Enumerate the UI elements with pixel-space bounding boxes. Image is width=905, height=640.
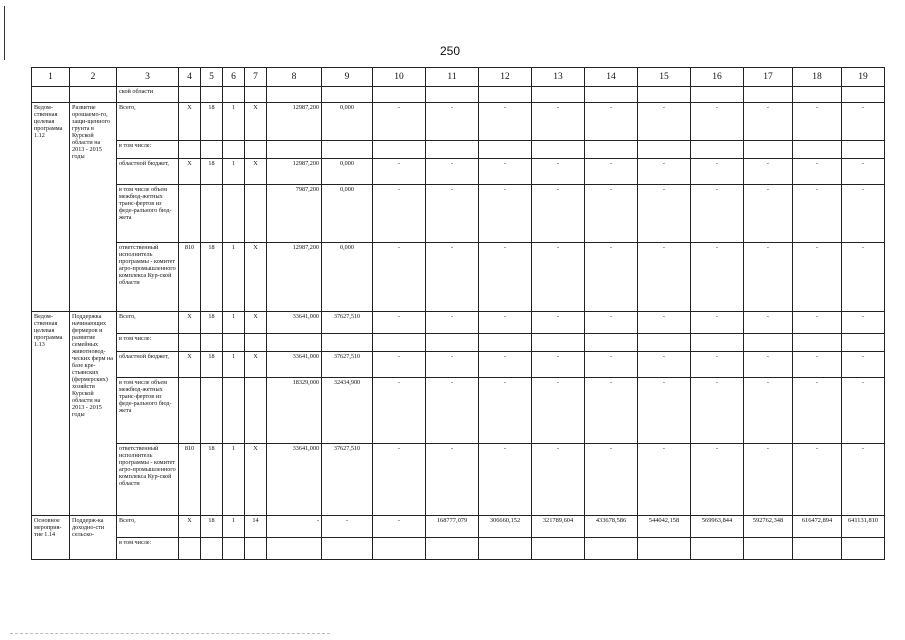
value-cell <box>638 141 691 159</box>
value-cell <box>744 141 793 159</box>
value-cell <box>267 538 322 560</box>
value-cell: - <box>426 185 479 243</box>
code-cell <box>201 141 223 159</box>
value-cell: - <box>691 185 744 243</box>
value-cell <box>532 141 585 159</box>
value-cell: - <box>373 243 426 312</box>
row-label: ской области <box>117 87 179 103</box>
value-cell: - <box>691 103 744 141</box>
code-cell: 18 <box>201 516 223 538</box>
value-cell: 592762,348 <box>744 516 793 538</box>
row-label: в том числе: <box>117 538 179 560</box>
code-cell <box>179 185 201 243</box>
table-cell <box>322 87 373 103</box>
value-cell: - <box>373 378 426 444</box>
value-cell: 37627,510 <box>322 444 373 516</box>
row-label: в том числе: <box>117 141 179 159</box>
value-cell <box>532 334 585 352</box>
value-cell: - <box>532 103 585 141</box>
column-header: 17 <box>744 68 793 87</box>
value-cell: 569963,844 <box>691 516 744 538</box>
row-label: ответственный исполнитель программы - комитет агро-промышленного комплекса Кур-ской области <box>117 243 179 312</box>
code-cell <box>223 141 245 159</box>
column-header: 15 <box>638 68 691 87</box>
value-cell <box>585 538 638 560</box>
value-cell: - <box>842 243 885 312</box>
program-name: Ведом-ственная целевая программа 1.13 <box>32 312 70 516</box>
value-cell: - <box>585 103 638 141</box>
value-cell: 12987,200 <box>267 159 322 185</box>
code-cell <box>223 334 245 352</box>
value-cell: - <box>793 159 842 185</box>
table-cell <box>691 87 744 103</box>
value-cell: - <box>532 159 585 185</box>
code-cell: 18 <box>201 159 223 185</box>
value-cell <box>479 141 532 159</box>
table-cell <box>842 87 885 103</box>
value-cell: - <box>842 185 885 243</box>
code-cell <box>201 538 223 560</box>
code-cell: X <box>179 516 201 538</box>
value-cell <box>744 334 793 352</box>
value-cell: - <box>585 159 638 185</box>
value-cell: - <box>426 243 479 312</box>
value-cell: - <box>267 516 322 538</box>
table-cell <box>223 87 245 103</box>
value-cell: - <box>691 159 744 185</box>
value-cell: - <box>638 312 691 334</box>
code-cell <box>201 334 223 352</box>
column-header: 19 <box>842 68 885 87</box>
table-row <box>32 538 885 560</box>
header-row <box>32 68 885 87</box>
table-cell <box>267 87 322 103</box>
code-cell: 810 <box>179 444 201 516</box>
code-cell <box>245 378 267 444</box>
value-cell: - <box>426 444 479 516</box>
column-header: 18 <box>793 68 842 87</box>
value-cell: 37627,510 <box>322 312 373 334</box>
value-cell <box>426 141 479 159</box>
value-cell: 321789,604 <box>532 516 585 538</box>
code-cell: X <box>245 352 267 378</box>
code-cell: 1 <box>223 103 245 141</box>
value-cell: - <box>585 185 638 243</box>
value-cell <box>691 141 744 159</box>
code-cell <box>201 185 223 243</box>
value-cell <box>532 538 585 560</box>
column-header: 1 <box>32 68 70 87</box>
table-cell <box>426 87 479 103</box>
value-cell: - <box>842 378 885 444</box>
value-cell: - <box>373 312 426 334</box>
code-cell: 1 <box>223 516 245 538</box>
value-cell: - <box>532 185 585 243</box>
column-header: 10 <box>373 68 426 87</box>
code-cell: X <box>245 159 267 185</box>
value-cell <box>744 538 793 560</box>
table-cell <box>532 87 585 103</box>
row-label: в том числе объем межбюд-жетных транс-фертов из феде-рального бюд-жета <box>117 185 179 243</box>
table-row <box>32 312 885 334</box>
value-cell: - <box>744 378 793 444</box>
code-cell <box>245 185 267 243</box>
value-cell: - <box>532 352 585 378</box>
value-cell: 33641,000 <box>267 444 322 516</box>
value-cell: - <box>842 352 885 378</box>
value-cell <box>373 334 426 352</box>
table-cell <box>32 87 70 103</box>
value-cell: 0,000 <box>322 243 373 312</box>
value-cell <box>842 334 885 352</box>
table-cell <box>179 87 201 103</box>
code-cell: X <box>179 159 201 185</box>
code-cell <box>245 334 267 352</box>
value-cell: - <box>691 444 744 516</box>
value-cell: - <box>479 243 532 312</box>
value-cell: - <box>322 516 373 538</box>
value-cell: - <box>585 444 638 516</box>
code-cell <box>179 334 201 352</box>
value-cell <box>373 538 426 560</box>
value-cell: - <box>373 444 426 516</box>
value-cell: 33641,000 <box>267 312 322 334</box>
column-header: 13 <box>532 68 585 87</box>
column-header: 5 <box>201 68 223 87</box>
table-row <box>32 87 885 103</box>
value-cell: - <box>744 185 793 243</box>
value-cell: - <box>479 378 532 444</box>
value-cell <box>426 334 479 352</box>
value-cell: - <box>638 444 691 516</box>
value-cell: 616472,894 <box>793 516 842 538</box>
code-cell: X <box>245 444 267 516</box>
value-cell <box>793 141 842 159</box>
program-description: Поддерж-ка доходно-сти сельско- <box>70 516 117 560</box>
code-cell: 1 <box>223 243 245 312</box>
code-cell: 18 <box>201 243 223 312</box>
value-cell <box>267 334 322 352</box>
value-cell: - <box>793 185 842 243</box>
value-cell: 641131,810 <box>842 516 885 538</box>
value-cell: - <box>842 103 885 141</box>
value-cell: 0,000 <box>322 185 373 243</box>
value-cell <box>479 538 532 560</box>
value-cell <box>842 141 885 159</box>
value-cell <box>793 334 842 352</box>
value-cell <box>479 334 532 352</box>
value-cell: 12987,200 <box>267 103 322 141</box>
value-cell: - <box>842 159 885 185</box>
code-cell <box>223 185 245 243</box>
value-cell: - <box>373 103 426 141</box>
table-row <box>32 103 885 141</box>
column-header: 6 <box>223 68 245 87</box>
column-header: 7 <box>245 68 267 87</box>
table-cell <box>70 87 117 103</box>
table-row <box>32 378 885 444</box>
value-cell: 37627,510 <box>322 352 373 378</box>
value-cell: - <box>479 185 532 243</box>
value-cell: - <box>426 352 479 378</box>
code-cell: 810 <box>179 243 201 312</box>
code-cell: 14 <box>245 516 267 538</box>
row-label: Всего, <box>117 312 179 334</box>
value-cell: - <box>638 378 691 444</box>
value-cell: - <box>479 312 532 334</box>
value-cell <box>322 538 373 560</box>
code-cell <box>223 538 245 560</box>
row-label: областной бюджет, <box>117 352 179 378</box>
value-cell: - <box>426 312 479 334</box>
value-cell: - <box>744 243 793 312</box>
value-cell: - <box>744 444 793 516</box>
value-cell <box>638 334 691 352</box>
value-cell: - <box>842 312 885 334</box>
value-cell <box>638 538 691 560</box>
row-label: ответственный исполнитель программы - комитет агро-промышленного комплекса Кур-ской области <box>117 444 179 516</box>
value-cell: - <box>744 103 793 141</box>
value-cell: - <box>426 103 479 141</box>
value-cell: - <box>532 312 585 334</box>
value-cell <box>267 141 322 159</box>
code-cell: 1 <box>223 444 245 516</box>
table-row <box>32 516 885 538</box>
value-cell: - <box>426 378 479 444</box>
value-cell: - <box>793 103 842 141</box>
table-row <box>32 141 885 159</box>
value-cell: - <box>373 159 426 185</box>
value-cell: - <box>585 378 638 444</box>
value-cell: 32434,900 <box>322 378 373 444</box>
page-number: 250 <box>440 44 461 58</box>
value-cell: - <box>793 444 842 516</box>
value-cell: - <box>744 312 793 334</box>
column-header: 8 <box>267 68 322 87</box>
value-cell: - <box>638 243 691 312</box>
value-cell <box>373 141 426 159</box>
value-cell: - <box>373 352 426 378</box>
value-cell <box>691 334 744 352</box>
code-cell <box>245 538 267 560</box>
value-cell: 0,000 <box>322 159 373 185</box>
code-cell <box>245 141 267 159</box>
column-header: 2 <box>70 68 117 87</box>
table-row <box>32 243 885 312</box>
value-cell: - <box>691 352 744 378</box>
code-cell <box>179 538 201 560</box>
column-header: 11 <box>426 68 479 87</box>
value-cell: - <box>585 352 638 378</box>
table-row <box>32 352 885 378</box>
code-cell: X <box>179 312 201 334</box>
value-cell: - <box>373 185 426 243</box>
table-row <box>32 444 885 516</box>
table-body <box>32 87 885 560</box>
value-cell <box>793 538 842 560</box>
code-cell: 18 <box>201 103 223 141</box>
value-cell: 12987,200 <box>267 243 322 312</box>
column-header: 4 <box>179 68 201 87</box>
code-cell: X <box>245 103 267 141</box>
value-cell: 544042,158 <box>638 516 691 538</box>
code-cell: 1 <box>223 352 245 378</box>
row-label: Всего, <box>117 103 179 141</box>
row-label: Всего, <box>117 516 179 538</box>
table-cell <box>201 87 223 103</box>
value-cell: - <box>638 185 691 243</box>
value-cell: 168777,079 <box>426 516 479 538</box>
code-cell <box>201 378 223 444</box>
value-cell: 306660,152 <box>479 516 532 538</box>
program-description: Развитие орошаемо-го, защи-щенного грунта в Курской области на 2013 - 2015 годы <box>70 103 117 312</box>
value-cell: - <box>638 159 691 185</box>
value-cell: - <box>793 352 842 378</box>
column-header: 16 <box>691 68 744 87</box>
column-header: 14 <box>585 68 638 87</box>
value-cell: - <box>744 352 793 378</box>
value-cell: - <box>638 103 691 141</box>
value-cell: 7987,200 <box>267 185 322 243</box>
value-cell <box>322 334 373 352</box>
value-cell: - <box>479 352 532 378</box>
value-cell: 33641,000 <box>267 352 322 378</box>
program-description: Поддержка начинающих фермеров и развитие семейных животновод-ческих ферм на базе кре-стьянских (фермерских) хозяйств Курской области на 2013 - 2015 годы <box>70 312 117 516</box>
value-cell: - <box>479 444 532 516</box>
value-cell: - <box>532 444 585 516</box>
value-cell <box>585 141 638 159</box>
value-cell: - <box>691 312 744 334</box>
value-cell: 18329,000 <box>267 378 322 444</box>
table-row <box>32 159 885 185</box>
value-cell <box>426 538 479 560</box>
code-cell: 18 <box>201 312 223 334</box>
column-header: 3 <box>117 68 179 87</box>
table-row <box>32 334 885 352</box>
table-cell <box>585 87 638 103</box>
value-cell: - <box>691 243 744 312</box>
budget-table <box>31 67 885 560</box>
value-cell <box>691 538 744 560</box>
program-name: Ведом-ственная целевая программа 1.12 <box>32 103 70 312</box>
program-name: Основное мероприя-тие 1.14 <box>32 516 70 560</box>
value-cell: - <box>744 159 793 185</box>
row-label: в том числе: <box>117 334 179 352</box>
code-cell: 1 <box>223 159 245 185</box>
value-cell: - <box>532 378 585 444</box>
value-cell <box>585 334 638 352</box>
row-label: в том числе объем межбюд-жетных транс-фертов из феде-рального бюд-жета <box>117 378 179 444</box>
table-cell <box>479 87 532 103</box>
value-cell: - <box>638 352 691 378</box>
value-cell <box>322 141 373 159</box>
scan-bottom-line <box>10 633 330 635</box>
value-cell: - <box>691 378 744 444</box>
value-cell: 433678,586 <box>585 516 638 538</box>
row-label: областной бюджет, <box>117 159 179 185</box>
value-cell: - <box>793 312 842 334</box>
scan-edge-mark <box>4 6 5 60</box>
value-cell <box>842 538 885 560</box>
code-cell: X <box>245 312 267 334</box>
value-cell: - <box>532 243 585 312</box>
code-cell: X <box>245 243 267 312</box>
code-cell <box>179 378 201 444</box>
code-cell: X <box>179 103 201 141</box>
table-cell <box>793 87 842 103</box>
table-row <box>32 185 885 243</box>
value-cell: - <box>793 243 842 312</box>
code-cell: 18 <box>201 444 223 516</box>
value-cell: - <box>479 103 532 141</box>
value-cell: - <box>842 444 885 516</box>
table-cell <box>744 87 793 103</box>
value-cell: 0,000 <box>322 103 373 141</box>
value-cell: - <box>426 159 479 185</box>
value-cell: - <box>373 516 426 538</box>
code-cell: X <box>179 352 201 378</box>
table-cell <box>373 87 426 103</box>
value-cell: - <box>793 378 842 444</box>
code-cell <box>223 378 245 444</box>
value-cell: - <box>585 312 638 334</box>
code-cell <box>179 141 201 159</box>
table-cell <box>245 87 267 103</box>
code-cell: 18 <box>201 352 223 378</box>
code-cell: 1 <box>223 312 245 334</box>
value-cell: - <box>479 159 532 185</box>
table-cell <box>638 87 691 103</box>
value-cell: - <box>585 243 638 312</box>
column-header: 12 <box>479 68 532 87</box>
column-header: 9 <box>322 68 373 87</box>
